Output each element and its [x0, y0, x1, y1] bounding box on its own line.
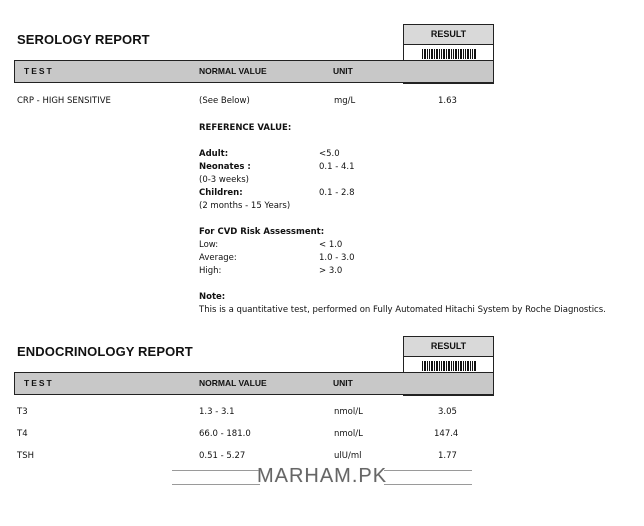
header-unit: UNIT — [333, 378, 353, 388]
result-label: RESULT — [404, 337, 493, 357]
normal-value: 66.0 - 181.0 — [199, 429, 251, 439]
result-label: RESULT — [404, 25, 493, 45]
high-value: > 3.0 — [319, 266, 343, 276]
average-value: 1.0 - 3.0 — [319, 253, 355, 263]
test-name: T3 — [17, 407, 28, 417]
result-value: 1.77 — [438, 451, 457, 461]
result-value: 3.05 — [438, 407, 457, 417]
unit: nmol/L — [334, 429, 363, 439]
endocrinology-report-title: ENDOCRINOLOGY REPORT — [17, 344, 193, 359]
serology-column-header — [14, 60, 494, 83]
adult-label: Adult: — [199, 149, 229, 159]
barcode-icon — [422, 49, 476, 59]
unit: mg/L — [334, 96, 356, 106]
average-label: Average: — [199, 253, 237, 263]
unit: ulU/ml — [334, 451, 362, 461]
children-label: Children: — [199, 188, 243, 198]
adult-value: <5.0 — [319, 149, 340, 159]
low-label: Low: — [199, 240, 219, 250]
header-test: TEST — [24, 66, 54, 76]
barcode-icon — [422, 361, 476, 371]
test-name: TSH — [17, 451, 34, 461]
test-name: T4 — [17, 429, 28, 439]
header-normal-value: NORMAL VALUE — [199, 66, 267, 76]
header-normal-value: NORMAL VALUE — [199, 378, 267, 388]
result-value: 147.4 — [434, 429, 459, 439]
header-unit: UNIT — [333, 66, 353, 76]
high-label: High: — [199, 266, 222, 276]
reference-heading: REFERENCE VALUE: — [199, 123, 292, 133]
normal-value: 0.51 - 5.27 — [199, 451, 246, 461]
note-text: This is a quantitative test, performed on Fully Automated Hitachi System by Roche Diagnostics. — [199, 305, 606, 315]
neonates-note: (0-3 weeks) — [199, 175, 249, 185]
neonates-value: 0.1 - 4.1 — [319, 162, 355, 172]
children-note: (2 months - 15 Years) — [199, 201, 291, 211]
watermark — [172, 457, 472, 497]
cvd-heading: For CVD Risk Assessment: — [199, 227, 325, 237]
header-test: TEST — [24, 378, 54, 388]
serology-report-title: SEROLOGY REPORT — [17, 32, 150, 47]
test-name: CRP - HIGH SENSITIVE — [17, 96, 111, 106]
low-value: < 1.0 — [319, 240, 343, 250]
unit: nmol/L — [334, 407, 363, 417]
note-heading: Note: — [199, 292, 226, 302]
normal-value: (See Below) — [199, 96, 250, 106]
watermark-text: MARHAM.PK — [256, 465, 388, 487]
result-value: 1.63 — [438, 96, 457, 106]
children-value: 0.1 - 2.8 — [319, 188, 355, 198]
normal-value: 1.3 - 3.1 — [199, 407, 235, 417]
endocrinology-column-header — [14, 372, 494, 395]
neonates-label: Neonates : — [199, 162, 251, 172]
